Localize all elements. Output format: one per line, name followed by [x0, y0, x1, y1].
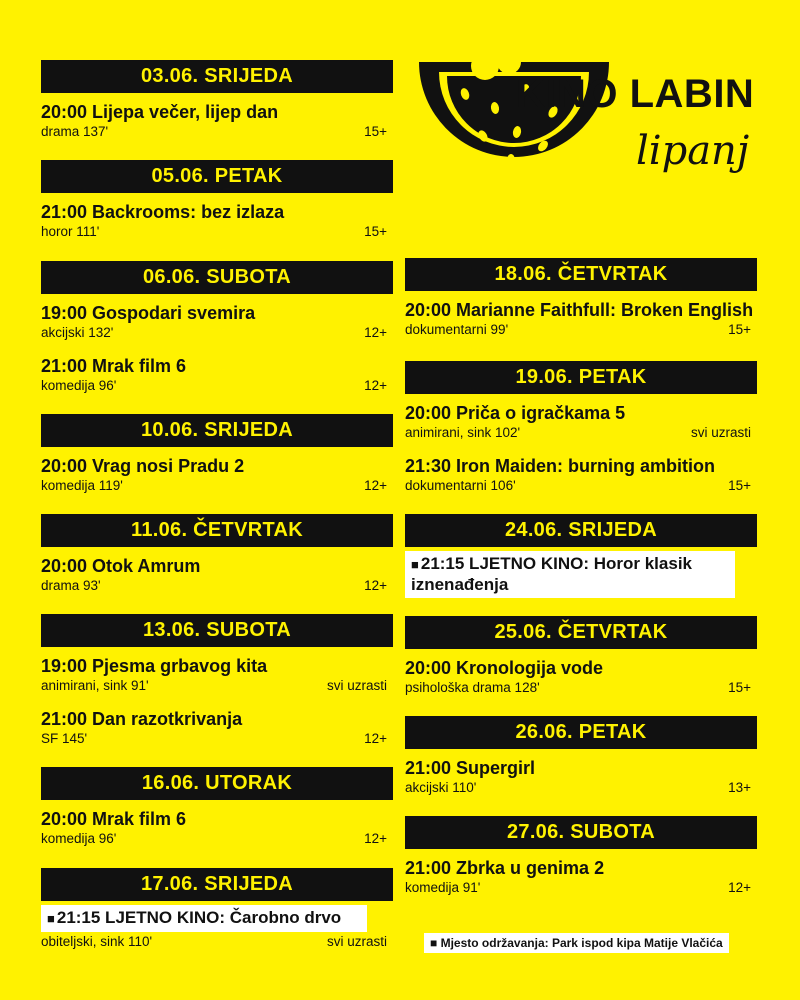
film-title: 21:00 Dan razotkrivanja: [41, 709, 243, 729]
square-bullet-icon: ■: [430, 936, 438, 950]
film-entry: [41, 447, 393, 494]
film-entry: [41, 647, 393, 694]
film-entry: [41, 547, 393, 594]
film-title: 20:00 Priča o igračkama 5: [405, 403, 626, 423]
day-header: 16.06. UTORAK: [41, 767, 393, 800]
film-title: 20:00 Vrag nosi Pradu 2: [41, 456, 245, 476]
day-block: [41, 514, 393, 614]
film-genre: drama 137': [41, 124, 109, 139]
day-header: 03.06. SRIJEDA: [41, 60, 393, 93]
day-block: [41, 767, 393, 868]
film-entry: [405, 441, 757, 494]
film-genre: komedija 96': [41, 831, 117, 846]
film-entry: [41, 800, 393, 847]
day-header: 13.06. SUBOTA: [41, 614, 393, 647]
film-title: 21:30 Iron Maiden: burning ambition: [405, 456, 716, 476]
film-title: 19:00 Gospodari svemira: [41, 303, 256, 323]
film-entry: [41, 294, 393, 341]
film-genre: dokumentarni 99': [405, 322, 509, 337]
film-title: 21:00 Zbrka u genima 2: [405, 858, 605, 878]
film-genre: animirani, sink 91': [41, 678, 149, 693]
film-entry: [41, 193, 393, 240]
film-rating: 12+: [364, 578, 387, 593]
film-genre: komedija 96': [41, 378, 117, 393]
film-entry: [405, 649, 757, 696]
film-rating: 15+: [728, 680, 751, 695]
bite-mark: [471, 52, 499, 80]
day-header: 26.06. PETAK: [405, 716, 757, 749]
film-rating: 12+: [364, 831, 387, 846]
film-entry: [405, 849, 757, 896]
day-block: [41, 614, 393, 767]
day-block: [41, 60, 393, 160]
film-genre: horor 111': [41, 224, 100, 239]
film-title: 19:00 Pjesma grbavog kita: [41, 656, 268, 676]
day-block: [405, 616, 757, 716]
film-rating: 12+: [364, 731, 387, 746]
film-title: 21:00 Backrooms: bez izlaza: [41, 202, 285, 222]
film-title: 20:00 Kronologija vode: [405, 658, 604, 678]
film-genre: komedija 91': [405, 880, 481, 895]
day-header: 25.06. ČETVRTAK: [405, 616, 757, 649]
film-title: 20:00 Marianne Faithfull: Broken English: [405, 300, 754, 320]
day-header: 18.06. ČETVRTAK: [405, 258, 757, 291]
film-entry: [41, 93, 393, 140]
film-title: 20:00 Mrak film 6: [41, 809, 187, 829]
film-rating: 15+: [364, 224, 387, 239]
square-bullet-icon: ■: [411, 557, 419, 572]
film-rating: 12+: [364, 478, 387, 493]
film-title: 21:00 Mrak film 6: [41, 356, 187, 376]
film-rating: 13+: [728, 780, 751, 795]
film-rating: 15+: [364, 124, 387, 139]
special-screening-title: [405, 551, 735, 598]
film-rating: 12+: [364, 325, 387, 340]
day-block: [405, 514, 757, 616]
film-rating: svi uzrasti: [326, 934, 387, 949]
day-block: [405, 716, 757, 816]
special-screening-title: [41, 905, 367, 932]
day-header: 10.06. SRIJEDA: [41, 414, 393, 447]
schedule-right-column: [405, 258, 757, 896]
film-rating: 15+: [728, 478, 751, 493]
bite-mark: [497, 50, 521, 74]
film-rating: 12+: [728, 880, 751, 895]
film-rating: 15+: [728, 322, 751, 337]
film-genre: komedija 119': [41, 478, 123, 493]
film-title: 20:00 Otok Amrum: [41, 556, 201, 576]
film-entry: [405, 394, 757, 441]
film-rating: svi uzrasti: [326, 678, 387, 693]
film-entry: [41, 694, 393, 747]
day-block: [41, 414, 393, 514]
film-genre: akcijski 132': [41, 325, 114, 340]
seed: [507, 154, 515, 166]
film-rating: 12+: [364, 378, 387, 393]
film-entry: [41, 341, 393, 394]
film-genre: drama 93': [41, 578, 101, 593]
special-screening-label: 21:15 LJETNO KINO: Horor klasik iznenađenja: [411, 554, 692, 594]
brand-subtitle: lipanj: [636, 128, 750, 174]
day-header: 19.06. PETAK: [405, 361, 757, 394]
brand-title: KINO LABIN: [516, 72, 755, 116]
day-block: [41, 160, 393, 261]
schedule-left-column: [41, 60, 393, 950]
film-genre: akcijski 110': [405, 780, 477, 795]
day-block: [405, 361, 757, 514]
film-genre: animirani, sink 102': [405, 425, 521, 440]
film-entry: [405, 547, 757, 598]
square-bullet-icon: ■: [47, 911, 55, 926]
day-block: [405, 258, 757, 361]
venue-text: Mjesto održavanja: Park ispod kipa Matije Vlačića: [440, 936, 723, 950]
film-genre: obiteljski, sink 110': [41, 934, 153, 949]
film-genre: dokumentarni 106': [405, 478, 516, 493]
day-header: 05.06. PETAK: [41, 160, 393, 193]
film-title: 21:00 Supergirl: [405, 758, 536, 778]
day-block: [41, 261, 393, 414]
film-genre: psihološka drama 128': [405, 680, 540, 695]
film-title: 20:00 Lijepa večer, lijep dan: [41, 102, 279, 122]
film-entry: [405, 291, 757, 338]
day-header: 27.06. SUBOTA: [405, 816, 757, 849]
special-screening-label: 21:15 LJETNO KINO: Čarobno drvo: [56, 908, 342, 927]
film-entry: [405, 749, 757, 796]
day-block: [405, 816, 757, 896]
venue-note: [424, 933, 729, 953]
day-header: 24.06. SRIJEDA: [405, 514, 757, 547]
film-rating: svi uzrasti: [690, 425, 751, 440]
day-header: 17.06. SRIJEDA: [41, 868, 393, 901]
day-header: 11.06. ČETVRTAK: [41, 514, 393, 547]
day-header: 06.06. SUBOTA: [41, 261, 393, 294]
day-block: [41, 868, 393, 950]
film-entry: [41, 901, 393, 950]
film-genre: SF 145': [41, 731, 88, 746]
